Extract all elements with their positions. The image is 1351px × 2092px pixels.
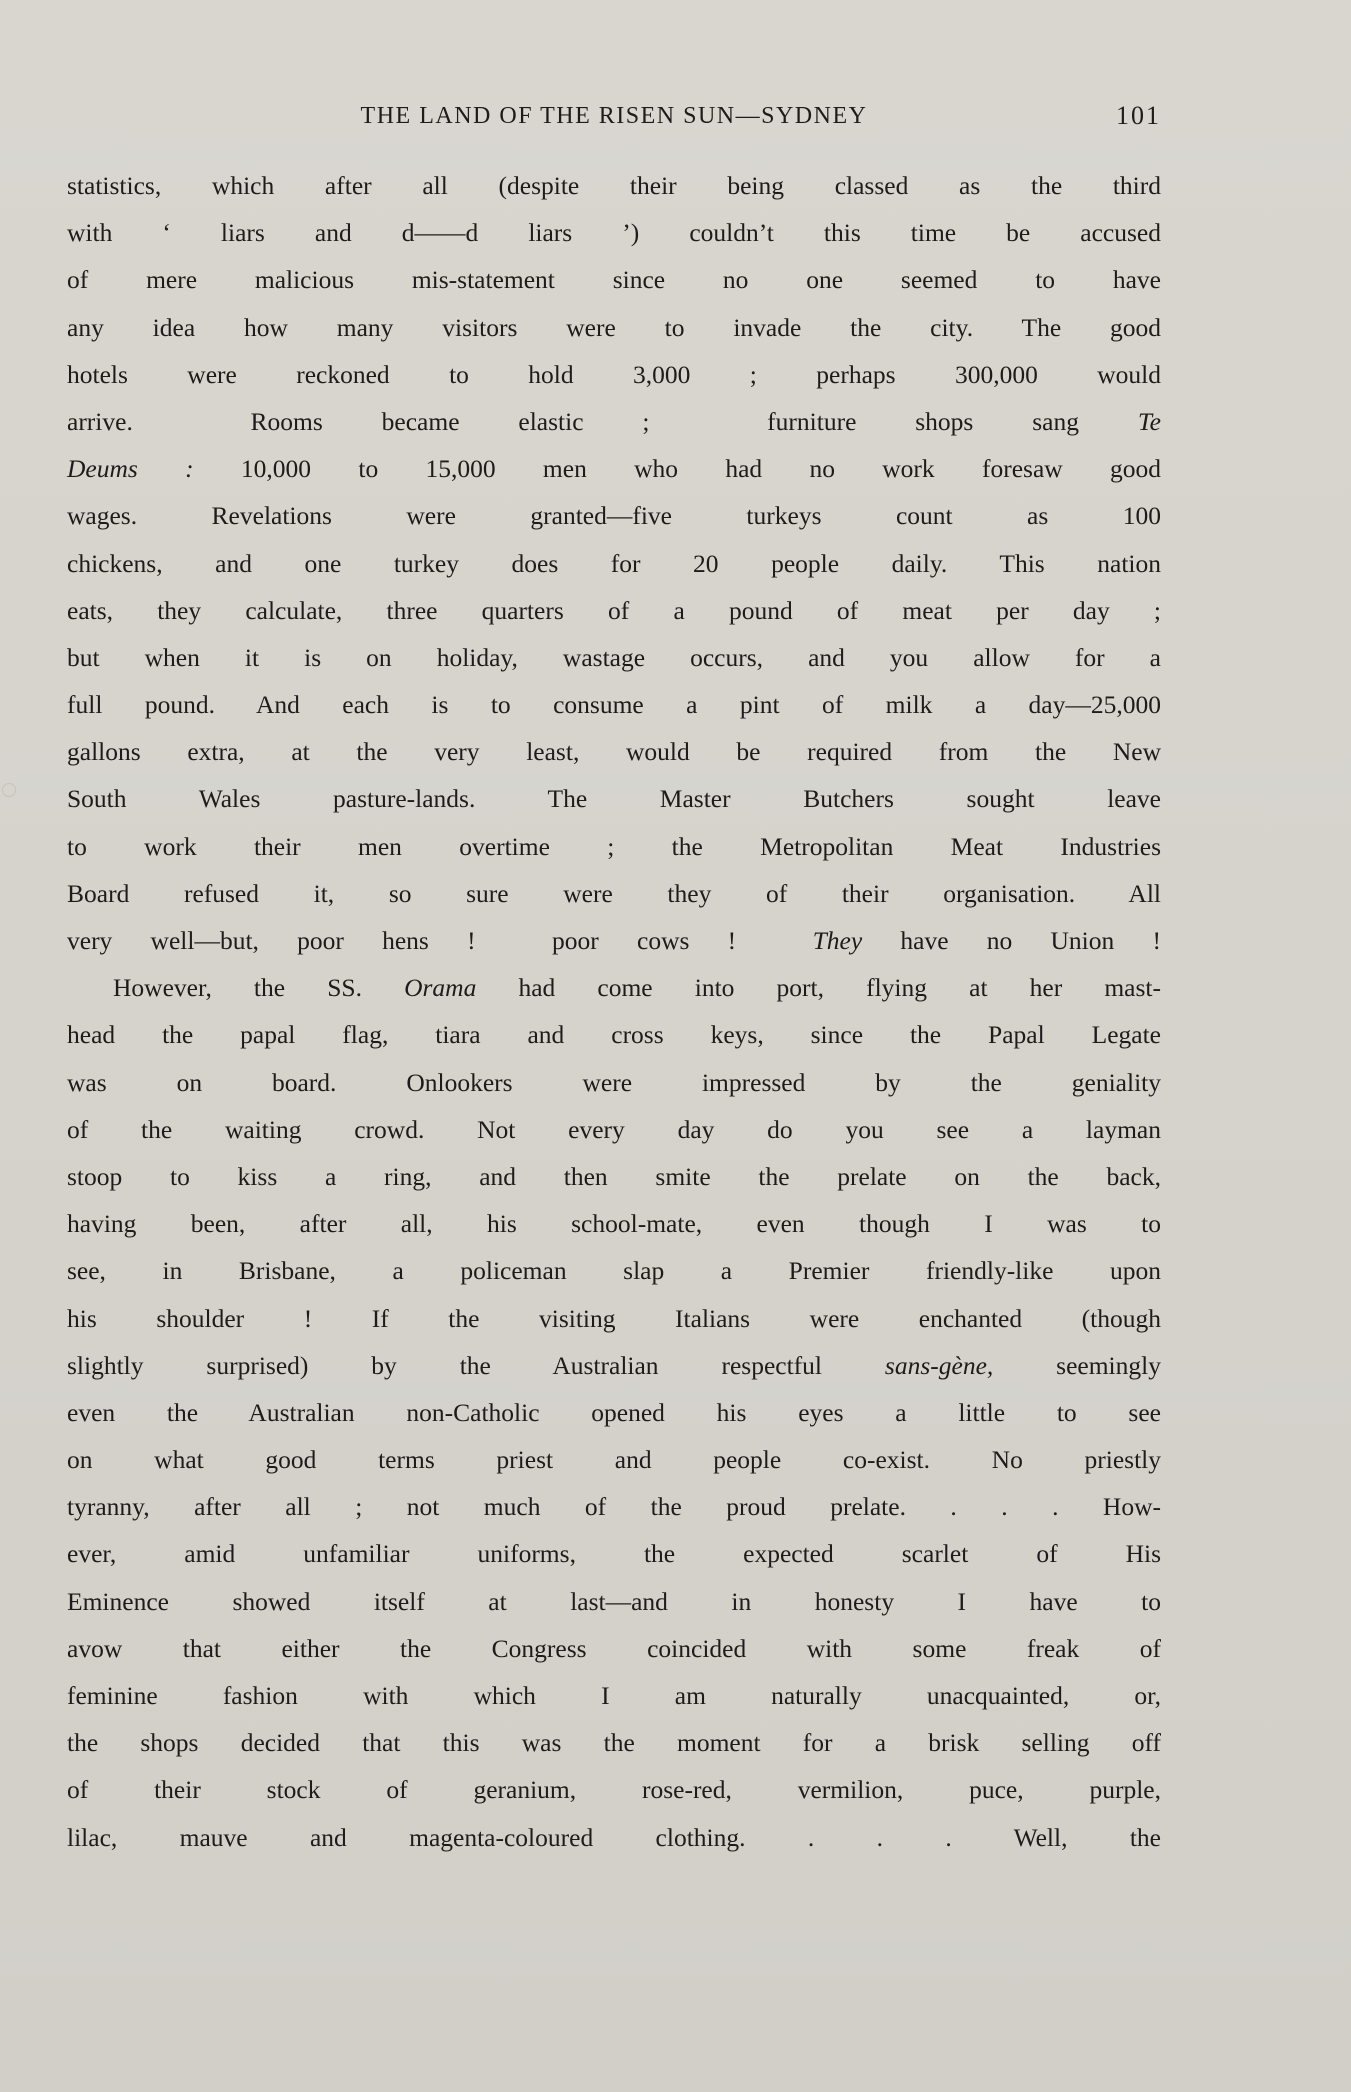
line-text: have no Union !: [862, 926, 1161, 955]
text-line: [67, 492, 1161, 539]
italic-text: sans-gène,: [884, 1350, 994, 1380]
line-text: the shops decided that this was the moment for a brisk selling off: [67, 1728, 1161, 1758]
text-line: [67, 1247, 1161, 1294]
line-text: Eminence showed itself at last—and in honesty I have to: [67, 1586, 1161, 1616]
line-text: feminine fashion with which I am naturally unacquainted, or,: [67, 1681, 1161, 1710]
text-line: [67, 1295, 1161, 1342]
text-line: [67, 587, 1161, 634]
line-text: seemingly: [993, 1350, 1161, 1380]
text-line: [67, 1719, 1161, 1766]
line-text: with ‘ liars and d——d liars ’) couldn’t this time be accused: [67, 218, 1161, 248]
text-line: [67, 304, 1161, 351]
line-text: eats, they calculate, three quarters of a pound of meat per day ;: [67, 595, 1161, 625]
text-line: [67, 1672, 1161, 1719]
text-line: [67, 1578, 1161, 1625]
text-line: [67, 1011, 1161, 1058]
running-head: [67, 100, 1161, 132]
line-text: gallons extra, at the very least, would be required from the New: [67, 737, 1161, 767]
line-text: lilac, mauve and magenta-coloured clothing. . . . Well, the: [67, 1822, 1161, 1852]
text-line: [67, 1059, 1161, 1106]
line-text: slightly surprised) by the Australian respectful: [67, 1350, 885, 1380]
line-text: very well—but, poor hens ! poor cows !: [67, 926, 813, 955]
text-line: [67, 1766, 1161, 1813]
line-text: South Wales pasture-lands. The Master Butchers sought leave: [67, 784, 1161, 814]
line-text: but when it is on holiday, wastage occurs, and you allow for a: [67, 642, 1161, 672]
text-line: [67, 209, 1161, 256]
line-text: ever, amid unfamiliar uniforms, the expected scarlet of His: [67, 1539, 1161, 1569]
line-text: of mere malicious mis-statement since no one seemed to have: [67, 265, 1161, 295]
text-line: [67, 964, 1161, 1011]
text-line: [67, 398, 1161, 445]
text-line: [67, 870, 1161, 917]
line-text: avow that either the Congress coincided with some freak of: [67, 1633, 1161, 1663]
line-text: his shoulder ! If the visiting Italians were enchanted (though: [67, 1303, 1161, 1333]
text-line: [67, 1530, 1161, 1577]
italic-text: They: [812, 926, 863, 955]
line-text: Board refused it, so sure were they of their organisation. All: [67, 878, 1161, 908]
text-line: [67, 540, 1161, 587]
italic-text: Orama: [404, 973, 477, 1003]
text-line: [67, 917, 1161, 964]
line-text: wages. Revelations were granted—five turkeys count as 100: [67, 501, 1161, 531]
text-line: [67, 1483, 1161, 1530]
line-text: tyranny, after all ; not much of the proud prelate. . . . How-: [67, 1492, 1161, 1522]
running-title: THE LAND OF THE RISEN SUN—SYDNEY: [360, 103, 868, 129]
text-line: [67, 681, 1161, 728]
line-text: hotels were reckoned to hold 3,000 ; perhaps 300,000 would: [67, 359, 1161, 389]
line-text: However, the SS.: [113, 973, 405, 1003]
text-line: [67, 1436, 1161, 1483]
text-line: [67, 445, 1161, 492]
text-line: [67, 775, 1161, 822]
line-text: had come into port, flying at her mast-: [476, 973, 1161, 1003]
text-line: [67, 1389, 1161, 1436]
text-line: [67, 1625, 1161, 1672]
line-text: of their stock of geranium, rose-red, vermilion, puce, purple,: [67, 1775, 1161, 1805]
line-text: even the Australian non-Catholic opened his eyes a little to see: [67, 1397, 1161, 1427]
text-line: [67, 1342, 1161, 1389]
text-line: [67, 1106, 1161, 1153]
text-line: [67, 351, 1161, 398]
line-text: statistics, which after all (despite their being classed as the third: [67, 171, 1161, 200]
text-line: [67, 728, 1161, 775]
line-text: stoop to kiss a ring, and then smite the prelate on the back,: [67, 1161, 1161, 1191]
text-line: [67, 256, 1161, 303]
text-line: [67, 1200, 1161, 1247]
text-line: [67, 634, 1161, 681]
line-text: chickens, and one turkey does for 20 people daily. This nation: [67, 548, 1161, 578]
body-text: [67, 162, 1161, 1861]
line-text: full pound. And each is to consume a pint of milk a day—25,000: [67, 690, 1161, 720]
page-number: 101: [1116, 101, 1161, 130]
line-text: was on board. Onlookers were impressed by the geniality: [67, 1067, 1161, 1097]
line-text: on what good terms priest and people co-exist. No priestly: [67, 1445, 1161, 1475]
line-text: any idea how many visitors were to invade the city. The good: [67, 312, 1161, 342]
text-line: [67, 1153, 1161, 1200]
line-text: 10,000 to 15,000 men who had no work foresaw good: [193, 454, 1161, 484]
line-text: to work their men overtime ; the Metropolitan Meat Industries: [67, 831, 1161, 861]
text-line: [67, 1814, 1161, 1861]
margin-mark: [2, 783, 16, 797]
line-text: head the papal flag, tiara and cross keys, since the Papal Legate: [67, 1020, 1161, 1050]
text-line: [67, 823, 1161, 870]
text-line: [67, 162, 1161, 209]
line-text: see, in Brisbane, a policeman slap a Premier friendly-like upon: [67, 1256, 1161, 1286]
line-text: of the waiting crowd. Not every day do you see a layman: [67, 1114, 1161, 1144]
italic-text: Deums :: [67, 454, 194, 484]
italic-text: Te: [1137, 406, 1161, 436]
line-text: having been, after all, his school-mate, even though I was to: [67, 1209, 1161, 1239]
line-text: arrive. Rooms became elastic ; furniture shops sang: [67, 406, 1138, 436]
